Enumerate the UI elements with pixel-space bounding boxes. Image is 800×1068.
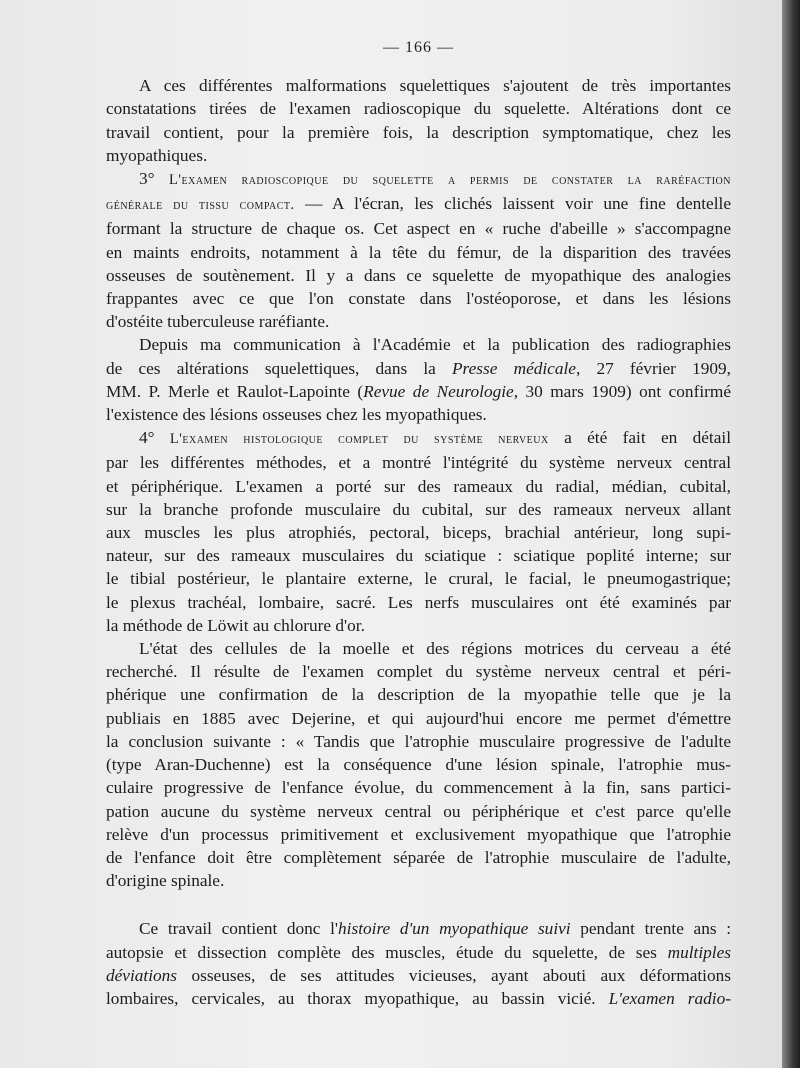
text-run: , 27 février 1909,	[575, 358, 731, 378]
text-line	[106, 167, 731, 192]
section-number: 4°	[139, 428, 170, 448]
paragraph-academy-communication	[106, 333, 731, 426]
text-run: — A l'écran, les clichés laissent voir une fine dentelle	[294, 194, 732, 214]
text-line: L'état des cellules de la moelle et des régions motrices du cerveau a été	[139, 639, 731, 659]
text-line	[106, 941, 731, 964]
text-line: en maints endroits, notamment à la tête du fémur, de la disparition des travées	[106, 242, 731, 262]
text-line: recherché. Il résulte de l'examen complet du système nerveux central et péri-	[106, 662, 731, 682]
text-line: le plexus trachéal, lombaire, sacré. Les nerfs musculaires ont été examinés par	[106, 592, 731, 612]
section-number: 3°	[139, 169, 170, 189]
text-run: osseuses, de ses attitudes vicieuses, ayant abouti aux déformations	[177, 965, 731, 985]
text-line: myopathiques.	[106, 145, 208, 165]
text-line: aux muscles les plus atrophiés, pectoral, biceps, brachial antérieur, long supi-	[106, 523, 731, 543]
text-line: constatations tirées de l'examen radioscopique du squelette. Altérations dont ce	[106, 99, 731, 119]
paragraph-radioscopic-exam	[106, 167, 731, 333]
paragraph-gap	[106, 892, 731, 917]
italic-phrase: histoire d'un myopathique suivi	[338, 919, 571, 939]
text-line: pation aucune du système nerveux central ou périphérique et c'est parce qu'elle	[106, 801, 731, 821]
paragraph-histological-exam	[106, 426, 731, 637]
text-line: d'origine spinale.	[106, 871, 225, 891]
paragraph-malformations	[106, 74, 731, 167]
book-spine-edge	[782, 0, 800, 1068]
text-run: a été fait en détail	[548, 428, 732, 448]
text-run: autopsie et dissection complète des muscles, étude du squelette, de ses	[106, 942, 668, 962]
section-heading: L'examen radioscopique du squelette a permis de constater la raréfaction	[169, 172, 732, 189]
text-line	[106, 426, 731, 451]
page-text	[106, 36, 731, 1010]
text-line: culaire progressive de l'enfance évolue, du commencement à la fin, sans partici-	[106, 778, 731, 798]
text-line: d'ostéite tuberculeuse raréfiante.	[106, 312, 330, 332]
journal-title: Presse médicale	[452, 358, 576, 378]
text-line: phérique une confirmation de la description de la myopathie telle que je la	[106, 685, 731, 705]
text-line: publiais en 1885 avec Dejerine, et qui aujourd'hui encore me permet d'émettre	[106, 708, 731, 728]
text-line: travail contient, pour la première fois, la description symptomatique, chez les	[106, 122, 731, 142]
section-heading: L'examen histologique complet du système nerveux	[169, 431, 549, 448]
italic-phrase: L'examen radio-	[608, 988, 731, 1008]
text-line: relève d'un processus primitivement et exclusivement myopathique que l'atrophie	[106, 824, 731, 844]
text-run: , 30 mars 1909) ont confirmé	[513, 381, 731, 401]
text-run: lombaires, cervicales, au thorax myopathique, au bassin vicié.	[106, 988, 609, 1008]
text-line: nateur, sur des rameaux musculaires du sciatique : sciatique poplité interne; sur	[106, 546, 731, 566]
section-heading: générale du tissu compact.	[106, 197, 295, 214]
paragraph-summary	[106, 917, 731, 1010]
text-line: et périphérique. L'examen a porté sur des rameaux du radial, médian, cubital,	[106, 476, 731, 496]
italic-phrase: déviations	[106, 965, 178, 985]
text-line	[106, 380, 731, 403]
text-line	[106, 357, 731, 380]
text-run: MM. P. Merle et Raulot-Lapointe (	[106, 381, 364, 401]
text-line	[106, 192, 731, 217]
text-line: par les différentes méthodes, et a montré l'intégrité du système nerveux central	[106, 453, 731, 473]
text-line: sur la branche profonde musculaire du cubital, sur des rameaux nerveux allant	[106, 499, 731, 519]
text-run: Ce travail contient donc l'	[139, 919, 339, 939]
text-line: la conclusion suivante : « Tandis que l'atrophie musculaire progressive de l'adulte	[106, 731, 731, 751]
text-line: l'existence des lésions osseuses chez les myopathiques.	[106, 405, 487, 425]
text-line: formant la structure de chaque os. Cet aspect en « ruche d'abeille » s'accompagne	[106, 219, 731, 239]
text-line: le tibial postérieur, le plantaire externe, le crural, le facial, le pneumogastrique;	[106, 569, 731, 589]
text-line: A ces différentes malformations squelettiques s'ajoutent de très importantes	[139, 76, 731, 96]
journal-title: Revue de Neurologie	[363, 381, 514, 401]
page-number: — 166 —	[383, 39, 454, 56]
text-run: pendant trente ans :	[570, 919, 731, 939]
text-line	[106, 987, 731, 1010]
text-run: de ces altérations squelettiques, dans la	[106, 358, 452, 378]
italic-phrase: multiples	[667, 942, 731, 962]
text-line: frappantes avec ce que l'on constate dans l'ostéoporose, et dans les lésions	[106, 289, 731, 309]
text-line	[106, 917, 731, 940]
paragraph-conclusion	[106, 637, 731, 892]
text-line: Depuis ma communication à l'Académie et la publication des radiographies	[139, 335, 731, 355]
text-line: osseuses de soutènement. Il y a dans ce squelette de myopathique des analogies	[106, 265, 731, 285]
text-line	[106, 964, 731, 987]
text-line: (type Aran-Duchenne) est la conséquence d'une lésion spinale, l'atrophie mus-	[106, 755, 731, 775]
text-line: de l'enfance doit être complètement séparée de l'atrophie musculaire de l'adulte,	[106, 847, 731, 867]
text-line: la méthode de Löwit au chlorure d'or.	[106, 615, 365, 635]
